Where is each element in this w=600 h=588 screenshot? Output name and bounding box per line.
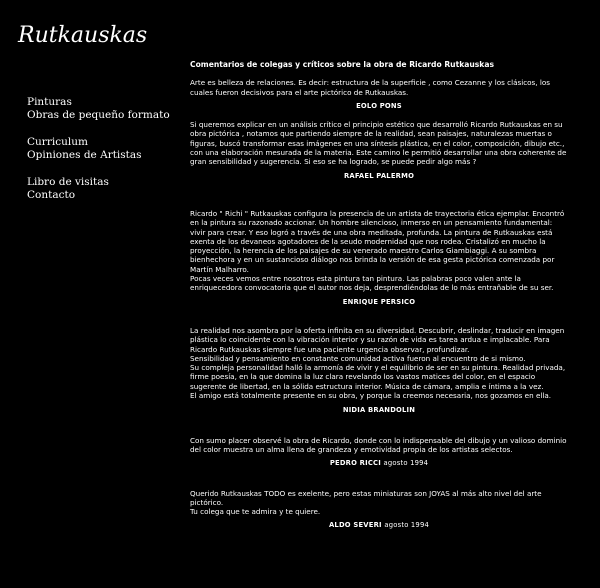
comment-text: La realidad nos asombra por la oferta infinita en su diversidad. Descubrir, deslindar, traducir en imagen plástica lo coincidente con la vibración interior y su razón de vida es tarea ardua e implacable. Para Ricardo Rutkauskas siempre fue una paciente urgencia observar, profundizar. Sensibilidad y pensamiento en constante comunidad activa fueron al encuentro de si mismo. Su compleja personalidad halló la armonía de vivir y el equilibrio de ser en su pintura. Realidad privada, firme poesía, en la que domina la luz clara revelando los vastos matices del color, en el espacio sugerente de libertad, en la sólida estructura interior. Música de cámara, amplia e íntima a la vez. El amigo está totalmente presente en su obra, y porque la creemos necesaria, nos gozamos en ella. — [190, 325, 566, 401]
page-title: Comentarios de colegas y críticos sobre la obra de Ricardo Rutkauskas — [190, 60, 494, 69]
main-content — [190, 60, 568, 531]
site-logo — [14, 14, 164, 54]
comment-text: Ricardo " Richi " Rutkauskas configura la presencia de un artista de trayectoria ética ejemplar. Encontró en la pintura su razonado accionar. Un hombre silencioso, inmerso en un pensamiento fundamental: vivir para crear. Y eso logró a través de una obra meditada, profunda. La pintura de Rutkauskas está exenta de los devaneos agotadores de la seudo modernidad que nos rodea. Cristalizó en mucho la proyección, la herencia de los paisajes de su venerado maestro Carlos Giambiaggi. A su sombra bienhechora y en un sustancioso diálogo nos brinda la versión de esa gesta pictórica comenzada por Martín Malharro. Pocas veces vemos entre nosotros esta pintura tan pintura. Las palabras poco valen ante la enriquecedora convocatoria que el autor nos deja, desprendiéndolas de lo más entrañable de su ser. — [190, 208, 565, 293]
nav-libro-visitas[interactable]: Libro de visitas — [27, 176, 109, 188]
nav-obras-pequeno-formato[interactable]: Obras de pequeño formato — [27, 109, 170, 121]
comment-signature — [190, 102, 568, 111]
nav-spacer — [27, 162, 177, 176]
comment-author: RAFAEL PALERMO — [343, 171, 415, 180]
signature-logo-icon — [14, 14, 164, 54]
nav-spacer — [27, 122, 177, 136]
comment-date: agosto 1994 — [384, 521, 430, 530]
nav-contacto[interactable]: Contacto — [27, 189, 76, 201]
comment-signature — [190, 172, 568, 181]
comment-text: Arte es belleza de relaciones. Es decir: estructura de la superficie , como Cezanne y los clásicos, los cuales fueron decisivos para el arte pictórico de Rutkauskas. — [190, 78, 551, 97]
comment-text: Con sumo placer observé la obra de Ricardo, donde con lo indispensable del dibujo y un valioso dominio del color muestra un alma llena de grandeza y emotividad propia de los artistas selectos. — [190, 435, 567, 454]
comment-signature — [190, 521, 568, 530]
comment-signature — [190, 459, 568, 468]
comment-author: ENRIQUE PERSICO — [342, 297, 416, 306]
nav-curriculum[interactable]: Curriculum — [27, 136, 88, 148]
comment-text: Querido Rutkauskas TODO es exelente, pero estas miniaturas son JOYAS al más alto nivel del arte pictórico. Tu colega que te admira y te quiere. — [190, 488, 542, 517]
comment-author: PEDRO RICCI — [329, 459, 381, 468]
comment-signature — [190, 298, 568, 307]
comment-date: agosto 1994 — [383, 459, 429, 468]
comment-author: EOLO PONS — [356, 101, 402, 110]
nav-opiniones-artistas[interactable]: Opiniones de Artistas — [27, 149, 142, 161]
nav-pinturas[interactable]: Pinturas — [27, 96, 72, 108]
svg-text:Rutkauskas: Rutkauskas — [18, 23, 148, 48]
comment-author: NIDIA BRANDOLIN — [342, 406, 416, 415]
comment-author: ALDO SEVERI — [328, 521, 382, 530]
comment-text: Si queremos explicar en un análisis crítico el principio estético que desarrolló Ricardo Rutkauskas en su obra pictórica , notamos que partiendo siempre de la realidad, sean paisajes, naturalezas muertas o figuras, buscó transformar esas imágenes en una síntesis plástica, en el color, composición, dibujo etc., con una elaboración mesurada de la materia. Este camino le permitió desarrollar una obra coherente de gran sensibilidad y sugerencia. Si eso se ha logrado, se puede pedir algo más ? — [190, 120, 567, 167]
main-nav — [27, 96, 177, 202]
comment-signature — [190, 406, 568, 415]
